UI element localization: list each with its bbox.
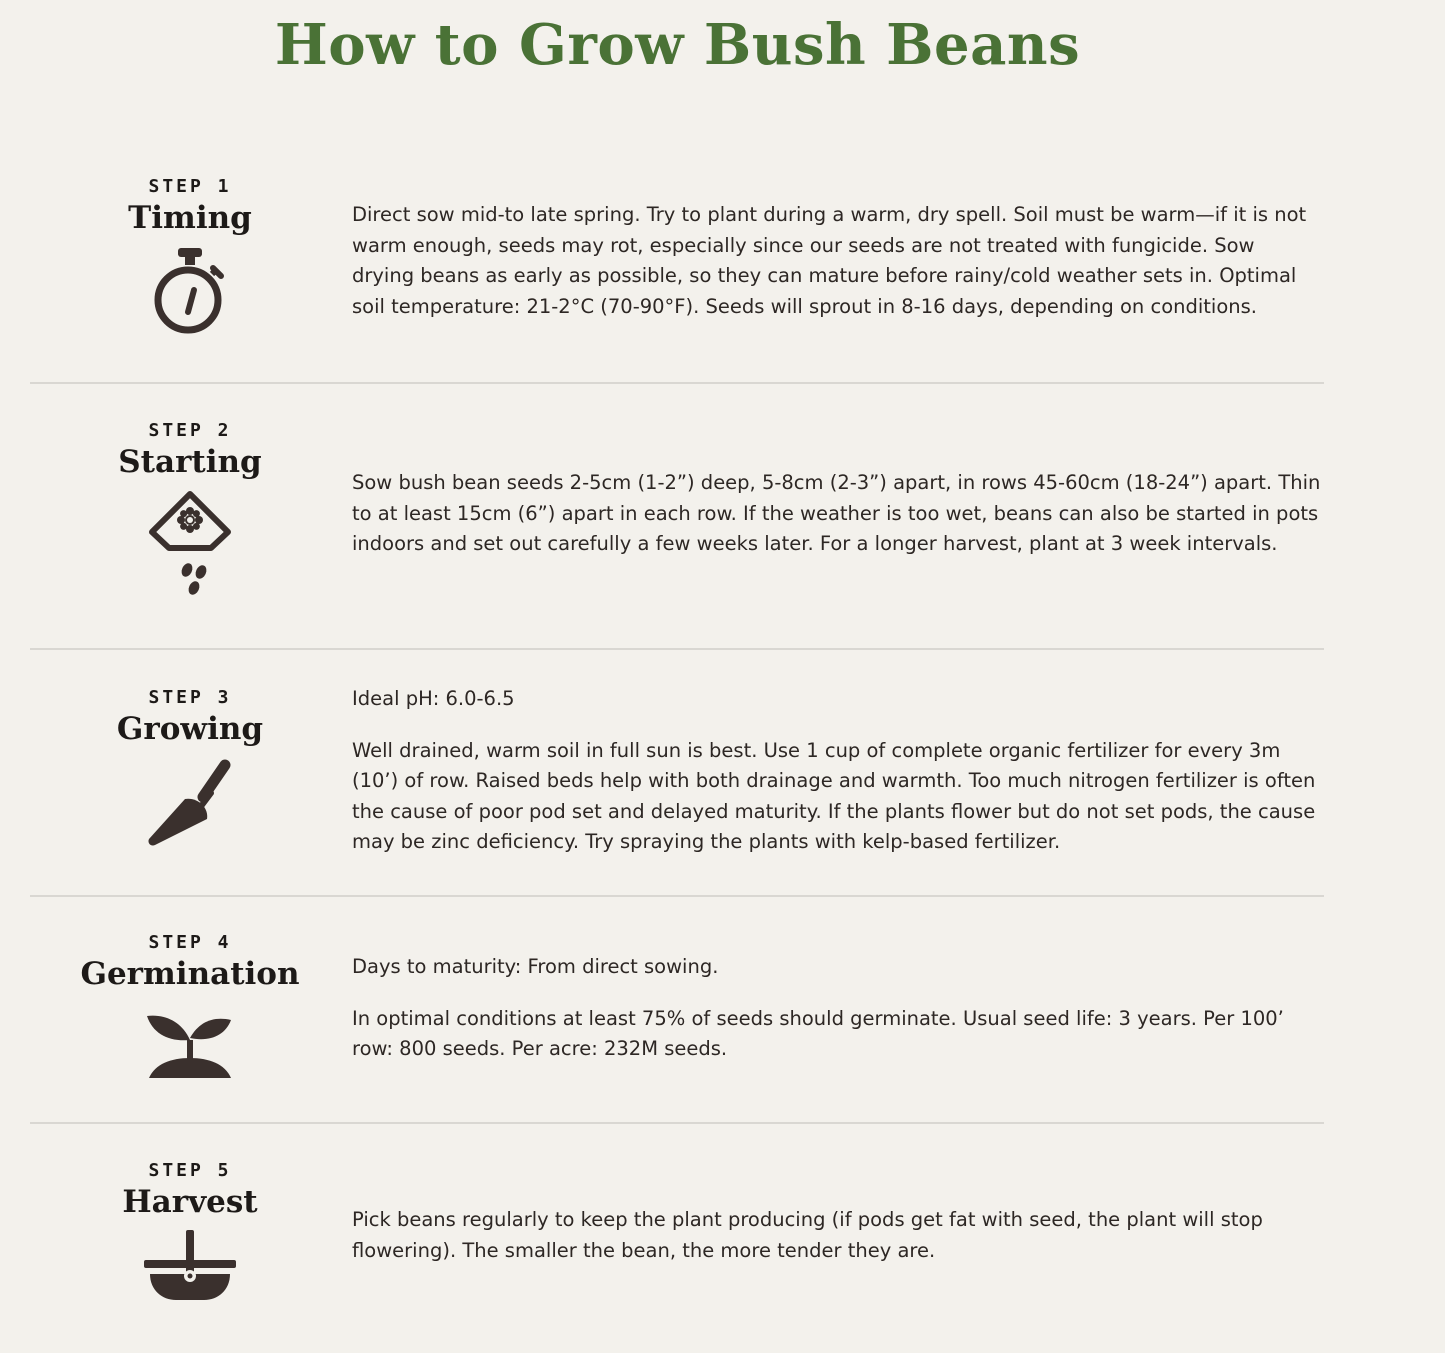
basket-icon <box>144 1230 236 1306</box>
step-3-paragraph-2: Well drained, warm soil in full sun is best. Use 1 cup of complete organic fertilizer for every 3m (10’) of row. Raised beds help with both drainage and warmth. Too much nitrogen fertilizer is often the cause of poor pod set and delayed maturity. If the plants flower but do not set pods, the cause may be zinc deficiency. Try spraying the plants with kelp-based fertilizer. <box>352 738 1316 853</box>
step-5-body <box>352 1205 1322 1266</box>
stopwatch-icon <box>150 246 230 338</box>
step-4-header <box>30 932 350 1078</box>
step-1-section <box>30 176 1324 376</box>
divider <box>30 895 1324 897</box>
step-2-section <box>30 420 1324 640</box>
step-1-body <box>352 200 1322 322</box>
step-2-name: Starting <box>118 444 262 480</box>
step-1-header <box>30 176 350 338</box>
divider <box>30 1122 1324 1124</box>
sprout-icon <box>145 1002 235 1078</box>
step-2-label: STEP 2 <box>148 420 232 441</box>
step-4-label: STEP 4 <box>148 932 232 953</box>
step-5-name: Harvest <box>122 1184 258 1220</box>
step-1-paragraph: Direct sow mid-to late spring. Try to plant during a warm, dry spell. Soil must be warm—if it is not warm enough, seeds may rot, especially since our seeds are not treated with fungicide. Sow drying beans as early as possible, so they can mature before rainy/cold weather sets in. Optimal soil temperature: 21-2°C (70-90°F). Seeds will sprout in 8-16 days, depending on conditions. <box>352 203 1307 318</box>
divider <box>30 648 1324 650</box>
step-4-name: Germination <box>80 956 300 992</box>
step-5-section <box>30 1160 1324 1340</box>
step-3-paragraph-1: Ideal pH: 6.0-6.5 <box>352 687 515 710</box>
step-2-header <box>30 420 350 602</box>
trowel-icon <box>145 757 235 853</box>
step-4-paragraph-1: Days to maturity: From direct sowing. <box>352 955 719 978</box>
step-3-name: Growing <box>116 711 264 747</box>
step-3-header <box>30 687 350 853</box>
step-2-body <box>352 468 1322 560</box>
step-3-section <box>30 687 1324 887</box>
divider <box>30 382 1324 384</box>
step-5-paragraph: Pick beans regularly to keep the plant producing (if pods get fat with seed, the plant will stop flowering). The smaller the bean, the more tender they are. <box>352 1208 1263 1262</box>
page-title: How to Grow Bush Beans <box>274 12 1081 78</box>
step-3-label: STEP 3 <box>148 687 232 708</box>
step-1-label: STEP 1 <box>148 176 232 197</box>
step-1-name: Timing <box>128 200 252 236</box>
step-4-body <box>352 952 1322 1065</box>
step-5-header <box>30 1160 350 1306</box>
step-4-paragraph-2: In optimal conditions at least 75% of seeds should germinate. Usual seed life: 3 years. Per 100’ row: 800 seeds. Per acre: 232M seeds. <box>352 1006 1284 1060</box>
step-4-section <box>30 932 1324 1112</box>
step-2-paragraph: Sow bush bean seeds 2-5cm (1-2”) deep, 5-8cm (2-3”) apart, in rows 45-60cm (18-24”) apart. Thin to at least 15cm (6”) apart in each row. If the weather is too wet, beans can also be started in pots indoors and set out carefully a few weeks later. For a longer harvest, plant at 3 week intervals. <box>352 471 1321 555</box>
step-5-label: STEP 5 <box>148 1160 232 1181</box>
step-3-body <box>352 684 1322 858</box>
seed-packet-icon <box>145 490 235 602</box>
